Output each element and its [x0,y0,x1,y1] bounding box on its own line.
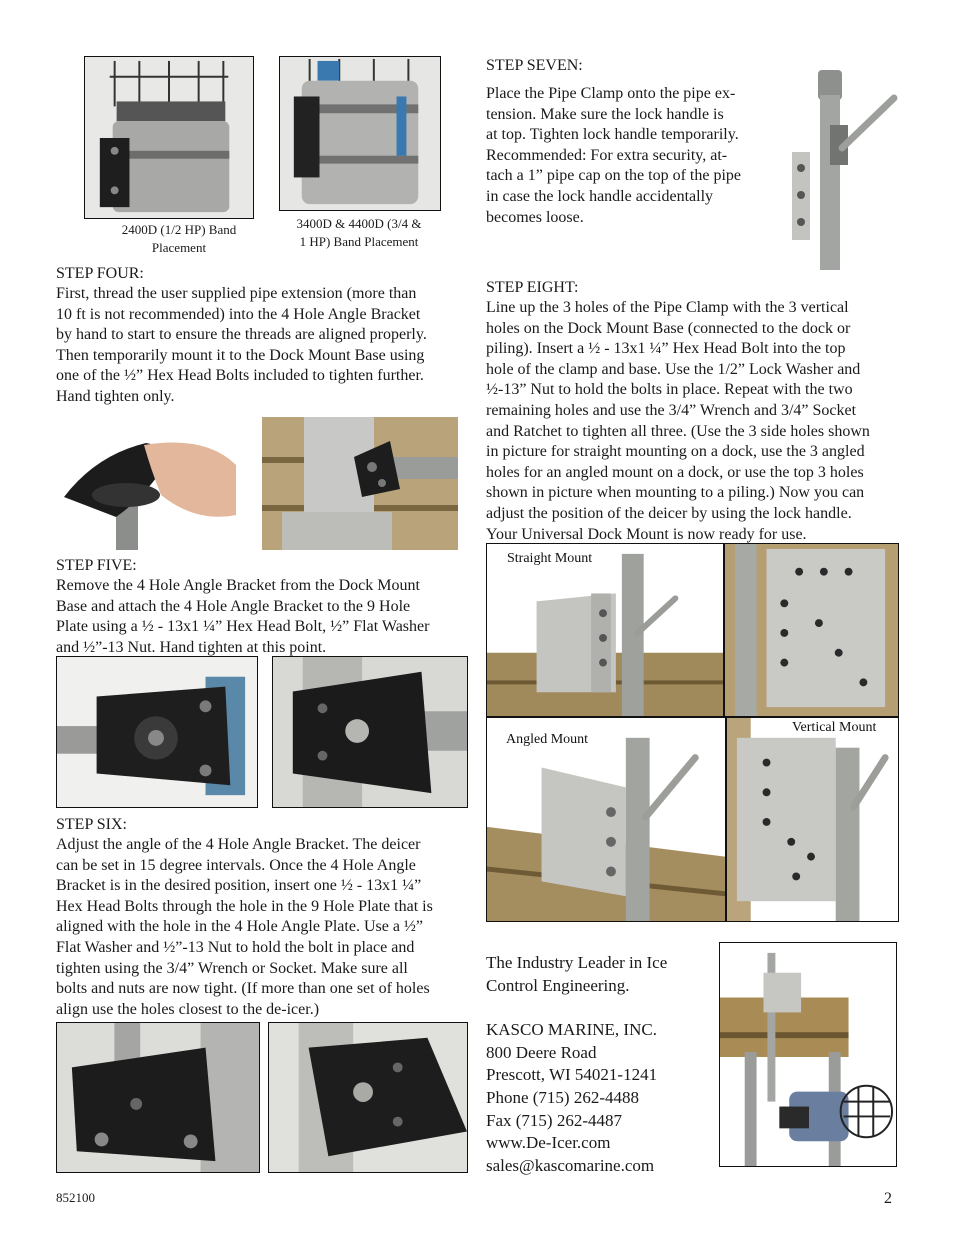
band-placement-3400d-caption: 3400D & 4400D (3/4 & 1 HP) Band Placement [296,216,422,249]
attach-bracket-photo-1 [56,656,258,808]
attach-bracket-photo-2 [272,656,468,808]
company-tagline: The Industry Leader in Ice Control Engineering. [486,953,668,995]
company-address-line1: 800 Deere Road [486,1043,597,1062]
adjust-angle-photo-1 [56,1022,260,1173]
step-seven-title: STEP SEVEN: [486,57,583,74]
step-five-body: Remove the 4 Hole Angle Bracket from the Dock Mount Base and attach the 4 Hole Angle Bracket to the 9 Hole Plate using a ½ - 13x1 ¼” Hex Head Bolt, ½” Flat Washer and ½”-13 Nut. Hand tighten at this point. [56,577,430,656]
step-six-body: Adjust the angle of the 4 Hole Angle Bracket. The deicer can be set in 15 degree intervals. Once the 4 Hole Angle Bracket is in the desired position, insert one ½ - 13x1 ¼” Hex Head Bolts through the hole in the 9 Hole Plate that is aligned with the hole in the 4 Hole Angle Plate. Use a ½” Flat Washer and ½”-13 Nut to hold the bolt in place and tighten using the 3/4” Wrench or Socket. Make sure all bolts and nuts are now tight. (If more than one set of holes align use the holes closest to the de-icer.) [56,836,433,1018]
company-email-link[interactable]: sales@kascomarine.com [486,1156,655,1175]
step-eight-body: Line up the 3 holes of the Pipe Clamp with the 3 vertical holes on the Dock Mount Base (connected to the dock or piling). Insert a ½ - 13x1 ¼” Hex Head Bolt into the top hole of the clamp and base. Use the 1/2” Lock Washer and ½-13” Nut to hold the bolts in place. Repeat with the two remaining holes and use the 3/4” Wrench and 3/4” Socket and Ratchet to tighten all three. (Use the 3 side holes shown in picture for straight mounting on a dock, use the 3 angled holes for an angled mount on a dock, or use the top 3 holes shown in picture when mounting to a piling.) Now you can adjust the position of the deicer by using the lock handle. Your Universal Dock Mount is now ready for use. [486,299,870,543]
deicer-installed-photo [719,942,897,1167]
company-address-line2: Prescott, WI 54021-1241 [486,1065,658,1084]
step-four-body: First, thread the user supplied pipe extension (more than 10 ft is not recommended) into the 4 Hole Angle Bracket by hand to start to ensure the threads are aligned properly. Then temporarily mount it to the Dock Mount Base using one of the ½” Hex Head Bolts included to tighten further. Hand tighten only. [56,285,427,405]
straight-mount-photo [486,543,724,717]
thread-pipe-photo [56,425,240,550]
pipe-clamp-photo [782,70,900,270]
document-number: 852100 [56,1190,95,1205]
straight-mount-closeup-photo [724,543,899,717]
vertical-mount-label: Vertical Mount [792,720,877,735]
mount-to-base-photo [262,417,458,550]
band-placement-2400d-photo [84,56,254,219]
step-eight-title: STEP EIGHT: [486,279,579,296]
angled-mount-label: Angled Mount [506,732,589,747]
company-phone: Phone (715) 262-4488 [486,1088,639,1107]
step-five-title: STEP FIVE: [56,557,137,574]
step-four-title: STEP FOUR: [56,265,144,282]
vertical-mount-photo [726,717,899,922]
company-website-link[interactable]: www.De-Icer.com [486,1133,611,1152]
band-placement-3400d-photo [279,56,441,211]
page-number: 2 [884,1190,892,1207]
step-six-title: STEP SIX: [56,816,127,833]
company-fax: Fax (715) 262-4487 [486,1111,622,1130]
company-name: KASCO MARINE, INC. [486,1020,657,1039]
straight-mount-label: Straight Mount [507,551,593,566]
adjust-angle-photo-2 [268,1022,468,1173]
band-placement-2400d-caption: 2400D (1/2 HP) Band Placement [121,222,237,255]
step-seven-body: Place the Pipe Clamp onto the pipe ex- tension. Make sure the lock handle is at top. Tighten lock handle temporarily. Recommended: For extra security, at- tach a 1” pipe cap on the top of the pipe in case the lock handle accidentally becomes loose. [486,85,742,226]
